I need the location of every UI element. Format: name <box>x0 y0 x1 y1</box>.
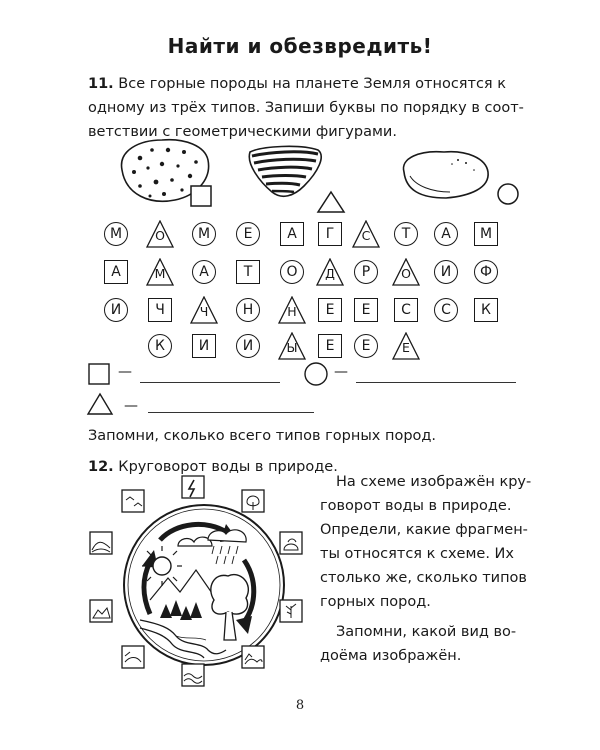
letter-cell: Р <box>354 260 378 284</box>
letter-cell: М <box>148 260 172 284</box>
letter-cell: М <box>192 222 216 246</box>
fragment-landscape-icon[interactable] <box>242 646 264 668</box>
letter-cell: М <box>474 222 498 246</box>
letter-cell: Е <box>236 222 260 246</box>
letter-cell: И <box>104 298 128 322</box>
letter-cell: М <box>104 222 128 246</box>
letter-cell: К <box>474 298 498 322</box>
letter-cell: Г <box>318 222 342 246</box>
letter-cell: Т <box>394 222 418 246</box>
page-title: Найти и обезвредить! <box>167 34 433 58</box>
letter-cell: Е <box>354 298 378 322</box>
letter-cell: К <box>148 334 172 358</box>
letter-cell: Д <box>318 260 342 284</box>
letter-cell: Е <box>354 334 378 358</box>
letter-cell: С <box>394 298 418 322</box>
letter-cell: С <box>354 222 378 246</box>
fragment-lake-icon[interactable] <box>122 646 144 668</box>
letter-cell: Ф <box>474 260 498 284</box>
letter-cell: О <box>148 222 172 246</box>
task-12-line: На схеме изображён кру- <box>336 474 532 490</box>
fragment-rocks-icon[interactable] <box>90 600 112 622</box>
letter-cell: Е <box>318 298 342 322</box>
letter-cell: А <box>104 260 128 284</box>
task-12-description <box>320 470 532 668</box>
task-12-line: столько же, сколько типов <box>320 570 527 586</box>
task-12-number: 12. <box>88 459 114 475</box>
task-12-remember-line: Запомни, какой вид во- <box>336 624 517 640</box>
fragment-birds-icon[interactable] <box>122 490 144 512</box>
letter-cell: Ч <box>148 298 172 322</box>
task-11-line-1: 11. Все горные породы на планете Земля относятся к <box>88 76 507 92</box>
letter-cell: А <box>280 222 304 246</box>
letter-cell: О <box>280 260 304 284</box>
task-11-number: 11. <box>88 76 114 92</box>
letter-cell: Н <box>280 298 304 322</box>
letter-cell: И <box>192 334 216 358</box>
letter-cell: А <box>434 222 458 246</box>
dash: — <box>124 398 138 414</box>
letter-cell: И <box>236 334 260 358</box>
letter-cell: А <box>192 260 216 284</box>
letter-cell: О <box>394 260 418 284</box>
task-12-line: горных пород. <box>320 594 431 610</box>
task-11-line-2: одному из трёх типов. Запиши буквы по порядку в соот- <box>88 100 524 116</box>
task-12-heading: 12. Круговорот воды в природе. <box>88 459 338 475</box>
fragment-lightning-icon[interactable] <box>182 476 204 498</box>
letter-cell: Е <box>318 334 342 358</box>
task-12-line: Определи, какие фрагмен- <box>320 522 528 538</box>
letter-cell: Т <box>236 260 260 284</box>
dash: — <box>334 364 348 380</box>
task-12-line: ты относятся к схеме. Их <box>320 546 514 562</box>
letter-cell: Н <box>236 298 260 322</box>
task-12-remember-line: доёма изображён. <box>320 648 462 664</box>
task-11-line-3: ветствии с геометрическими фигурами. <box>88 124 397 140</box>
dash: — <box>118 364 132 380</box>
letter-cell: И <box>434 260 458 284</box>
letter-cell: Ы <box>280 334 304 358</box>
page-number: 8 <box>295 698 305 713</box>
task-12-line: говорот воды в природе. <box>320 498 512 514</box>
fragment-bush-icon[interactable] <box>280 532 302 554</box>
letter-cell: Е <box>394 334 418 358</box>
task-11-remember: Запомни, сколько всего типов горных пород. <box>88 428 437 444</box>
letter-cell: Ч <box>192 298 216 322</box>
letter-cell: С <box>434 298 458 322</box>
